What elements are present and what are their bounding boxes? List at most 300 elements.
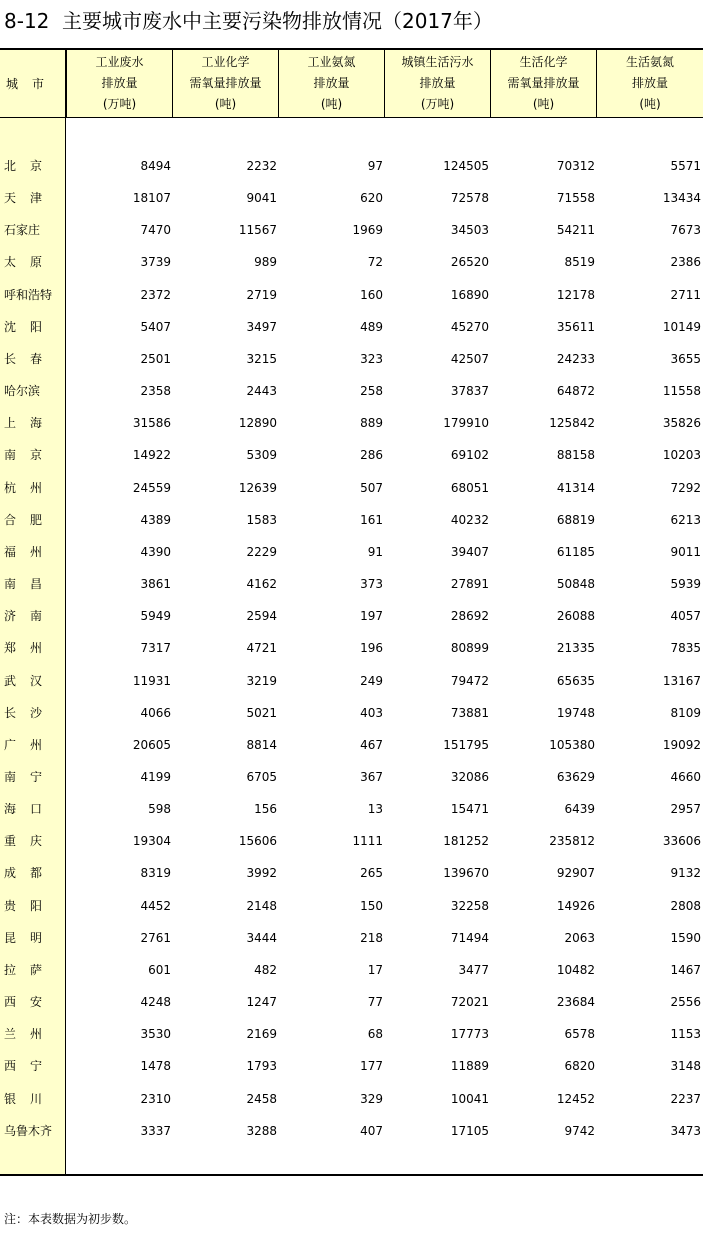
value-cell: 373 [360,577,383,592]
value-cell: 179910 [443,416,489,431]
value-cell: 407 [360,1123,383,1138]
value-cell: 9011 [670,544,701,559]
value-cell: 620 [360,191,383,206]
value-cell: 489 [360,319,383,334]
value-cell: 3337 [140,1123,171,1138]
value-cell: 16890 [450,287,489,302]
table-row [0,182,703,214]
value-cell: 1583 [246,512,277,527]
city-name [4,214,62,246]
city-label: 贵 阳 [4,898,42,913]
value-cell: 6213 [670,512,701,527]
value-cell: 23684 [556,995,595,1010]
value-cell: 19092 [662,737,701,752]
value-cell: 1111 [352,834,383,849]
value-cell: 105380 [549,737,595,752]
value-cell: 197 [360,609,383,624]
value-cell: 8814 [246,737,277,752]
city-label: 兰 州 [4,1027,42,1042]
table-title: 主要城市废水中主要污染物排放情况（2017年） [62,9,493,33]
value-cell: 4057 [670,609,701,624]
city-name [4,439,62,471]
table-row [0,439,703,471]
value-cell: 2232 [246,159,277,173]
city-label: 乌鲁木齐 [4,1123,53,1138]
city-name [4,600,62,632]
value-cell: 63629 [556,769,595,784]
table-row [0,311,703,343]
value-cell: 72021 [450,995,489,1010]
city-label: 合 肥 [4,512,42,527]
value-cell: 19748 [556,705,595,720]
city-name [4,986,62,1018]
header-column-4 [384,50,490,117]
value-cell: 156 [254,802,277,817]
value-cell: 97 [367,159,383,173]
table-row [0,697,703,729]
value-cell: 77 [367,995,383,1010]
value-cell: 19304 [132,834,171,849]
value-cell: 598 [148,802,171,817]
footnote: 注：本表数据为初步数。 [4,1212,137,1226]
value-cell: 1153 [670,1027,701,1042]
value-cell: 34503 [450,223,489,238]
value-cell: 482 [254,962,277,977]
value-cell: 13167 [662,673,701,688]
value-cell: 39407 [450,544,489,559]
value-cell: 5571 [670,159,701,173]
value-cell: 3219 [246,673,277,688]
value-cell: 161 [360,512,383,527]
city-label: 昆 明 [4,930,42,945]
value-cell: 12452 [556,1091,595,1106]
value-cell: 91 [367,544,383,559]
value-cell: 68 [367,1027,383,1042]
value-cell: 37837 [450,384,489,399]
table-row [0,761,703,793]
value-cell: 4066 [140,705,171,720]
city-name [4,311,62,343]
city-name [4,697,62,729]
value-cell: 6439 [564,802,595,817]
value-cell: 989 [254,255,277,270]
city-name [4,375,62,407]
value-cell: 2169 [246,1027,277,1042]
city-name [4,729,62,761]
header-line: (吨) [320,97,343,111]
city-name [4,857,62,889]
city-name [4,182,62,214]
city-name [4,1115,62,1147]
value-cell: 1478 [140,1059,171,1074]
value-cell: 1969 [352,223,383,238]
value-cell: 265 [360,866,383,881]
value-cell: 17 [367,962,383,977]
value-cell: 24233 [556,351,595,366]
table-body [0,150,703,1147]
value-cell: 8109 [670,705,701,720]
value-cell: 7470 [140,223,171,238]
value-cell: 139670 [443,866,489,881]
value-cell: 8519 [564,255,595,270]
city-label: 杭 州 [4,480,42,495]
value-cell: 3477 [458,962,489,977]
value-cell: 2761 [140,930,171,945]
city-label: 南 宁 [4,769,42,784]
value-cell: 601 [148,962,171,977]
value-cell: 2372 [140,287,171,302]
value-cell: 889 [360,416,383,431]
city-label: 郑 州 [4,641,42,656]
value-cell: 125842 [549,416,595,431]
value-cell: 54211 [556,223,595,238]
city-label: 沈 阳 [4,319,42,334]
value-cell: 28692 [450,609,489,624]
table-row [0,1083,703,1115]
value-cell: 1590 [670,930,701,945]
header-line: 城镇生活污水 [401,55,474,69]
page-title [4,4,493,38]
table-row [0,729,703,761]
header-column-6 [596,50,703,117]
header-line: 工业化学 [201,55,250,69]
header-line: 需氧量排放量 [189,76,262,90]
value-cell: 2148 [246,898,277,913]
value-cell: 26088 [556,609,595,624]
city-label: 长 沙 [4,705,42,720]
value-cell: 2957 [670,802,701,817]
table-row [0,922,703,954]
city-name [4,472,62,504]
value-cell: 3288 [246,1123,277,1138]
value-cell: 17105 [450,1123,489,1138]
data-table [0,48,703,1176]
value-cell: 7835 [670,641,701,656]
value-cell: 68819 [556,512,595,527]
value-cell: 61185 [556,544,595,559]
value-cell: 4389 [140,512,171,527]
city-name [4,504,62,536]
value-cell: 286 [360,448,383,463]
value-cell: 15471 [450,802,489,817]
value-cell: 258 [360,384,383,399]
city-label: 西 宁 [4,1059,42,1074]
value-cell: 2237 [670,1091,701,1106]
value-cell: 7292 [670,480,701,495]
table-row [0,214,703,246]
value-cell: 11931 [132,673,171,688]
city-name [4,536,62,568]
value-cell: 1467 [670,962,701,977]
value-cell: 3861 [140,577,171,592]
value-cell: 79472 [450,673,489,688]
value-cell: 10149 [662,319,701,334]
value-cell: 1247 [246,995,277,1010]
header-line: 工业氨氮 [307,55,356,69]
table-row [0,857,703,889]
header-line: 排放量 [631,76,668,90]
value-cell: 4162 [246,577,277,592]
value-cell: 14922 [132,448,171,463]
value-cell: 5309 [246,448,277,463]
city-name [4,279,62,311]
table-row [0,375,703,407]
value-cell: 403 [360,705,383,720]
value-cell: 2556 [670,995,701,1010]
value-cell: 5021 [246,705,277,720]
value-cell: 7673 [670,223,701,238]
city-name [4,246,62,278]
value-cell: 9742 [564,1123,595,1138]
value-cell: 177 [360,1059,383,1074]
value-cell: 2310 [140,1091,171,1106]
city-name [4,407,62,439]
value-cell: 35611 [556,319,595,334]
table-row [0,504,703,536]
city-label: 武 汉 [4,673,42,688]
value-cell: 7317 [140,641,171,656]
value-cell: 10041 [450,1091,489,1106]
value-cell: 235812 [549,834,595,849]
value-cell: 2358 [140,384,171,399]
header-city: 城 市 [0,50,66,117]
table-row [0,568,703,600]
city-label: 济 南 [4,609,42,624]
value-cell: 72 [367,255,383,270]
header-line: (吨) [532,97,555,111]
header-column-1 [66,50,172,117]
value-cell: 323 [360,351,383,366]
table-row [0,665,703,697]
value-cell: 10203 [662,448,701,463]
value-cell: 50848 [556,577,595,592]
value-cell: 12890 [238,416,277,431]
value-cell: 2808 [670,898,701,913]
header-line: 排放量 [313,76,350,90]
value-cell: 6578 [564,1027,595,1042]
city-label: 拉 萨 [4,962,42,977]
value-cell: 35826 [662,416,701,431]
value-cell: 88158 [556,448,595,463]
city-name [4,1018,62,1050]
value-cell: 2711 [670,287,701,302]
city-label: 南 昌 [4,577,42,592]
header-line: 生活化学 [519,55,568,69]
value-cell: 4660 [670,769,701,784]
city-label: 天 津 [4,191,42,206]
value-cell: 71558 [556,191,595,206]
value-cell: 15606 [238,834,277,849]
city-name [4,793,62,825]
header-line: 工业废水 [95,55,144,69]
value-cell: 4721 [246,641,277,656]
value-cell: 3497 [246,319,277,334]
city-name [4,632,62,664]
value-cell: 70312 [556,159,595,173]
city-label: 太 原 [4,255,42,270]
value-cell: 32258 [450,898,489,913]
city-label: 银 川 [4,1091,42,1106]
city-name [4,568,62,600]
city-name [4,922,62,954]
city-name [4,825,62,857]
header-line: 排放量 [101,76,138,90]
value-cell: 5949 [140,609,171,624]
table-row [0,150,703,182]
table-row [0,1018,703,1050]
value-cell: 2386 [670,255,701,270]
value-cell: 92907 [556,866,595,881]
city-label: 石家庄 [4,223,41,238]
header-line: 生活氨氮 [625,55,674,69]
value-cell: 10482 [556,962,595,977]
value-cell: 71494 [450,930,489,945]
value-cell: 2458 [246,1091,277,1106]
value-cell: 367 [360,769,383,784]
city-label: 南 京 [4,448,42,463]
value-cell: 42507 [450,351,489,366]
value-cell: 6705 [246,769,277,784]
value-cell: 3739 [140,255,171,270]
value-cell: 467 [360,737,383,752]
value-cell: 9132 [670,866,701,881]
value-cell: 24559 [132,480,171,495]
value-cell: 2229 [246,544,277,559]
table-row [0,890,703,922]
table-row [0,600,703,632]
city-label: 福 州 [4,544,42,559]
header-line: (万吨) [420,97,455,111]
city-name [4,665,62,697]
value-cell: 507 [360,480,383,495]
city-label: 成 都 [4,866,42,881]
value-cell: 8319 [140,866,171,881]
table-row [0,407,703,439]
value-cell: 27891 [450,577,489,592]
value-cell: 4199 [140,769,171,784]
header-line: (万吨) [102,97,137,111]
value-cell: 73881 [450,705,489,720]
city-name [4,343,62,375]
value-cell: 3148 [670,1059,701,1074]
city-label: 重 庆 [4,834,42,849]
value-cell: 2594 [246,609,277,624]
value-cell: 11889 [450,1059,489,1074]
value-cell: 72578 [450,191,489,206]
value-cell: 4452 [140,898,171,913]
value-cell: 3215 [246,351,277,366]
city-label: 长 春 [4,351,42,366]
value-cell: 32086 [450,769,489,784]
value-cell: 12178 [556,287,595,302]
city-name [4,1083,62,1115]
value-cell: 5939 [670,577,701,592]
header-column-2 [172,50,278,117]
value-cell: 8494 [140,159,171,173]
value-cell: 65635 [556,673,595,688]
header-line: 需氧量排放量 [507,76,580,90]
value-cell: 2443 [246,384,277,399]
value-cell: 160 [360,287,383,302]
header-column-3 [278,50,384,117]
table-row [0,1115,703,1147]
value-cell: 14926 [556,898,595,913]
value-cell: 11558 [662,384,701,399]
value-cell: 21335 [556,641,595,656]
city-label: 海 口 [4,802,42,817]
table-row [0,279,703,311]
city-label: 广 州 [4,737,42,752]
city-label: 西 安 [4,995,42,1010]
city-label: 北 京 [4,159,42,173]
city-name [4,890,62,922]
value-cell: 2063 [564,930,595,945]
value-cell: 3655 [670,351,701,366]
header-line: (吨) [214,97,237,111]
value-cell: 150 [360,898,383,913]
value-cell: 12639 [238,480,277,495]
header-line: (吨) [639,97,661,111]
table-row [0,954,703,986]
table-row [0,1050,703,1082]
value-cell: 17773 [450,1027,489,1042]
header-line: 排放量 [419,76,456,90]
value-cell: 20605 [132,737,171,752]
value-cell: 1793 [246,1059,277,1074]
city-label: 呼和浩特 [4,287,53,302]
value-cell: 80899 [450,641,489,656]
city-label: 上 海 [4,416,42,431]
value-cell: 11567 [238,223,277,238]
table-row [0,343,703,375]
value-cell: 13434 [662,191,701,206]
value-cell: 31586 [132,416,171,431]
table-row [0,986,703,1018]
city-name [4,761,62,793]
city-label: 哈尔滨 [4,384,41,399]
value-cell: 4248 [140,995,171,1010]
value-cell: 181252 [443,834,489,849]
value-cell: 9041 [246,191,277,206]
value-cell: 3473 [670,1123,701,1138]
value-cell: 218 [360,930,383,945]
value-cell: 69102 [450,448,489,463]
value-cell: 4390 [140,544,171,559]
value-cell: 3530 [140,1027,171,1042]
value-cell: 2501 [140,351,171,366]
header-column-5 [490,50,596,117]
value-cell: 18107 [132,191,171,206]
value-cell: 26520 [450,255,489,270]
value-cell: 33606 [662,834,701,849]
value-cell: 124505 [443,159,489,173]
value-cell: 40232 [450,512,489,527]
value-cell: 68051 [450,480,489,495]
table-header [0,50,703,118]
value-cell: 64872 [556,384,595,399]
value-cell: 2719 [246,287,277,302]
value-cell: 13 [367,802,383,817]
table-row [0,825,703,857]
city-name [4,150,62,182]
value-cell: 41314 [556,480,595,495]
table-row [0,472,703,504]
value-cell: 329 [360,1091,383,1106]
value-cell: 151795 [443,737,489,752]
table-number: 8-12 [4,9,50,33]
table-row [0,632,703,664]
city-name [4,954,62,986]
